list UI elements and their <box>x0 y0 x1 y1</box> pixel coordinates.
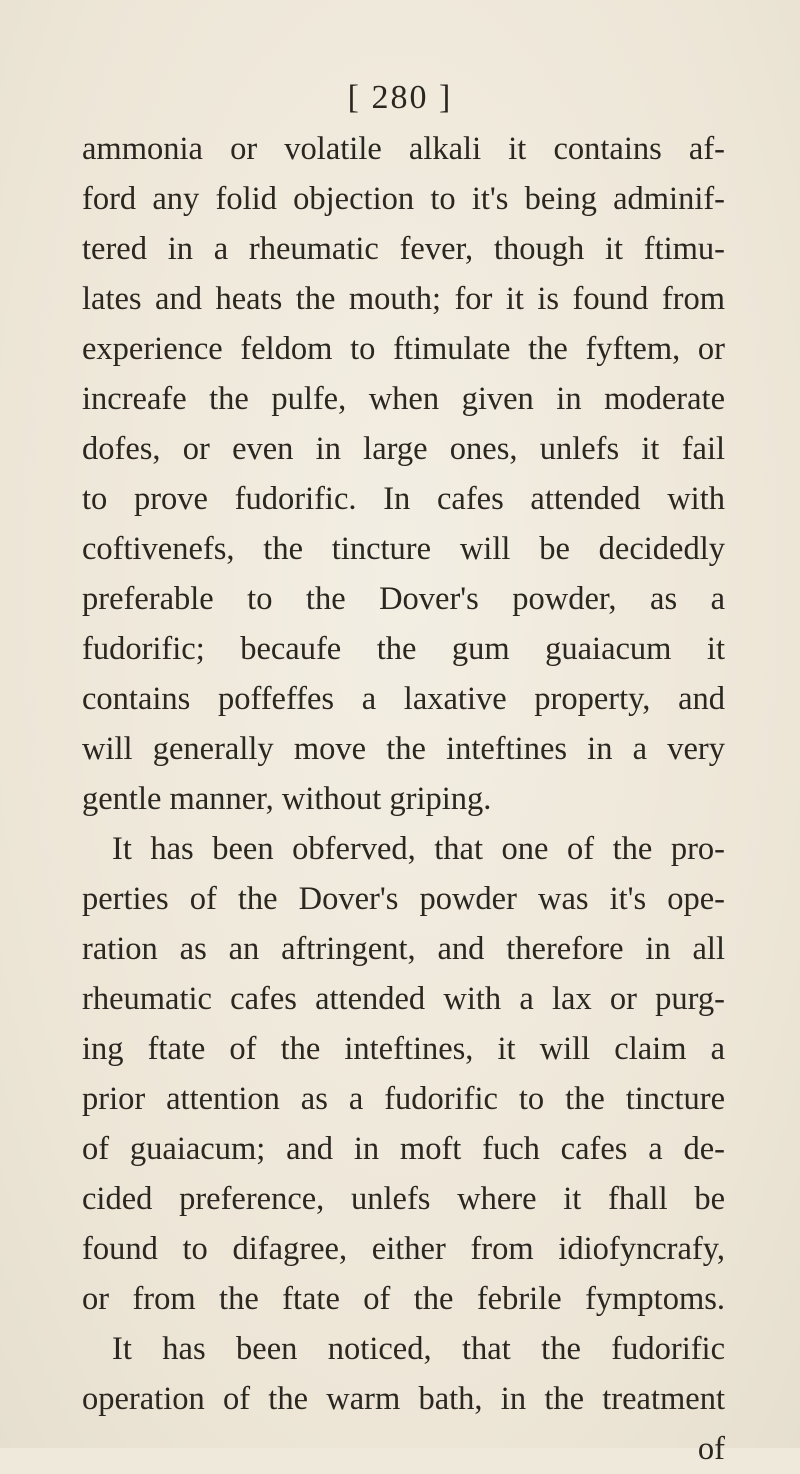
text-line: perties of the Dover's powder was it's ope- <box>82 881 725 917</box>
text-line: It has been noticed, that the fudorific <box>112 1331 725 1367</box>
text-line: tered in a rheumatic fever, though it ftimu- <box>82 231 725 267</box>
text-line: to prove fudorific. In cafes attended with <box>82 481 725 517</box>
text-line: or from the ftate of the febrile fymptoms. <box>82 1281 725 1317</box>
text-line: ford any folid objection to it's being adminif- <box>82 181 725 217</box>
text-line: ing ftate of the inteftines, it will claim a <box>82 1031 725 1067</box>
text-line: ammonia or volatile alkali it contains af- <box>82 131 725 167</box>
text-line: ration as an aftringent, and therefore in all <box>82 931 725 967</box>
text-line: fudorific; becaufe the gum guaiacum it <box>82 631 725 667</box>
text-line: prior attention as a fudorific to the tincture <box>82 1081 725 1117</box>
text-line: operation of the warm bath, in the treatment <box>82 1381 725 1417</box>
text-line: dofes, or even in large ones, unlefs it fail <box>82 431 725 467</box>
text-line: will generally move the inteftines in a very <box>82 731 725 767</box>
text-line: of guaiacum; and in moft fuch cafes a de- <box>82 1131 725 1167</box>
text-line: contains poffeffes a laxative property, and <box>82 681 725 717</box>
text-line: experience feldom to ftimulate the fyftem, or <box>82 331 725 367</box>
text-line: cided preference, unlefs where it fhall be <box>82 1181 725 1217</box>
text-line: coftivenefs, the tincture will be decidedly <box>82 531 725 567</box>
text-line: lates and heats the mouth; for it is found from <box>82 281 725 317</box>
text-line: increafe the pulfe, when given in moderate <box>82 381 725 417</box>
text-line: rheumatic cafes attended with a lax or purg- <box>82 981 725 1017</box>
text-line: found to difagree, either from idiofyncrafy, <box>82 1231 725 1267</box>
text-line: gentle manner, without griping. <box>82 781 492 817</box>
page-number: [ 280 ] <box>347 79 453 116</box>
catchword: of <box>697 1431 725 1467</box>
text-line: It has been obferved, that one of the pro- <box>112 831 725 867</box>
text-line: preferable to the Dover's powder, as a <box>82 581 725 617</box>
